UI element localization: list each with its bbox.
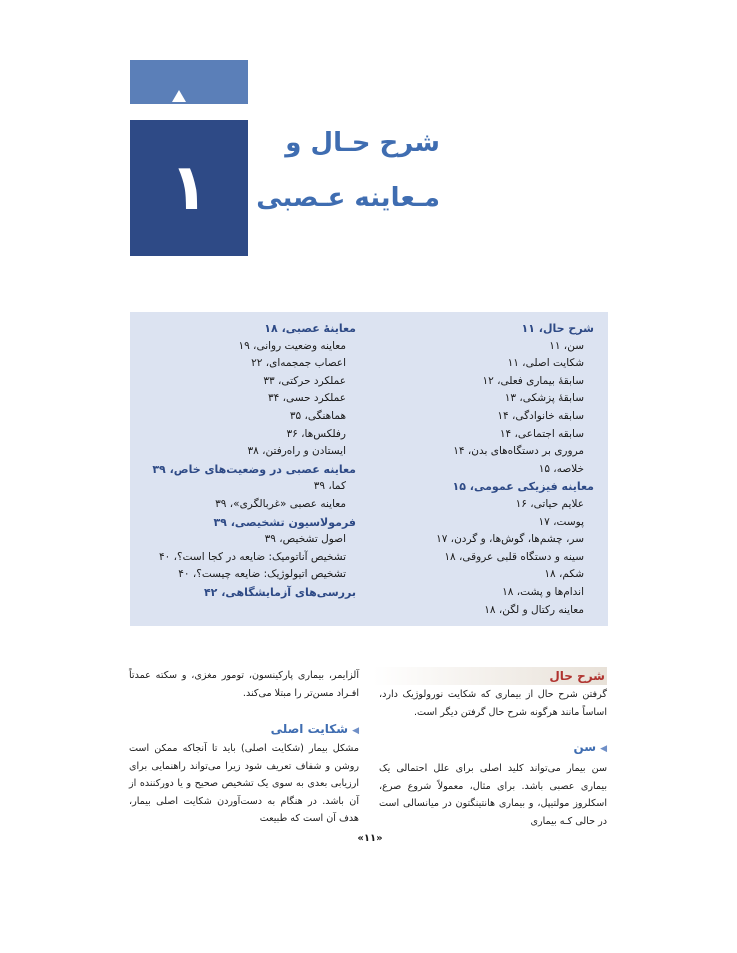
toc-entry: سابقه خانوادگی، ۱۴ [497,409,584,422]
toc-entry: معاینه رکتال و لگن، ۱۸ [484,603,584,616]
toc-entry: اندام‌ها و پشت، ۱۸ [502,585,584,598]
subheading-age [379,740,607,754]
toc-section-heading: شرح حال، ۱۱ [521,322,594,335]
toc-entry: علایم حیاتی، ۱۶ [515,497,584,510]
toc-entry: سابقهٔ بیماری فعلی، ۱۲ [482,374,584,387]
subheading-chief-complaint [129,722,359,736]
toc-left-column [136,320,356,602]
continued-paragraph: آلزایمر، بیماری پارکینسون، تومور مغزی، و سکته عمدتاً افـراد مسن‌تر را مبتلا می‌کند. [129,670,359,699]
chapter-number: ۱ [130,120,248,256]
toc-entry: سر، چشم‌ها، گوش‌ها، و گردن، ۱۷ [436,533,584,546]
toc-entry: سابقه اجتماعی، ۱۴ [499,427,584,440]
age-paragraph: سن بیمار می‌تواند کلید اصلی برای علل احتمالی یک بیماری عصبی باشد. برای مثال، معمولاً شروع صرع، اسکلروز مولتیپل، و بیماری هانتینگتون در میانسالی است در حالی کـه بیماری [379,763,607,827]
chapter-tab-notch [172,90,186,102]
toc-entry: کما، ۳۹ [313,480,346,493]
toc-section-heading: معاینه فیزیکی عمومی، ۱۵ [452,480,594,494]
toc-entry: عملکرد حسی، ۳۴ [267,392,346,405]
toc-entry: تشخیص اتیولوژیک: ضایعه چیست؟، ۴۰ [178,568,346,581]
toc-section-heading: بررسی‌های آزمایشگاهی، ۴۲ [203,585,356,599]
toc-entry: ایستادن و راه‌رفتن، ۳۸ [247,445,346,458]
toc-right-column [374,320,594,619]
toc-entry: شکایت اصلی، ۱۱ [507,357,584,370]
chapter-title-line-2: مـعاینه عـصبی [256,183,440,213]
toc-entry: شکم، ۱۸ [544,568,584,581]
toc-entry: معاینه عصبی «غربالگری»، ۳۹ [215,497,346,510]
triangle-bullet-icon: ◀ [600,744,607,754]
toc-section-heading: فرمولاسیون تشخیصی، ۳۹ [213,515,356,529]
toc-entry: معاینه وضعیت روانی، ۱۹ [238,339,346,352]
toc-entry: رفلکس‌ها، ۳۶ [286,427,346,440]
subheading-age-label: سن [573,740,597,754]
table-of-contents [130,312,608,626]
toc-entry: پوست، ۱۷ [538,515,584,528]
chapter-tab-decoration [130,60,248,104]
complaint-paragraph: مشکل بیمار (شکایت اصلی) باید تا آنجاکه ممکن است روشن و شفاف تعریف شود زیرا می‌تواند راهنمایی برای ارزیابی بعدی به سوی یک تشخیص صحیح و یا دورکننده از آن باشد. در هنگام به دست‌آوردن شکایت اصلی بیمار، هدف آن است که طبیعت [129,743,359,824]
toc-entry: هماهنگی، ۳۵ [289,409,346,422]
toc-section-heading: معاینه عصبی در وضعیت‌های خاص، ۳۹ [152,462,356,476]
toc-section-heading: معاینهٔ عصبی، ۱۸ [264,322,356,335]
toc-entry: تشخیص آناتومیک: ضایعه در کجا است؟، ۴۰ [159,550,346,563]
toc-entry: سابقهٔ پزشکی، ۱۳ [504,392,584,405]
toc-entry: اعصاب جمجمه‌ای، ۲۲ [251,357,346,370]
section-heading-history: شرح حال [373,667,607,685]
toc-entry: سن، ۱۱ [549,339,584,352]
toc-entry: مروری بر دستگاه‌های بدن، ۱۴ [453,445,584,458]
toc-entry: عملکرد حرکتی، ۳۳ [263,374,346,387]
toc-entry: اصول تشخیص، ۳۹ [264,533,346,546]
triangle-bullet-icon: ◀ [352,726,359,736]
page-number: «۱۱» [357,833,383,844]
subheading-complaint-label: شکایت اصلی [270,722,349,736]
chapter-title-line-1: شرح حـال و [285,128,440,158]
intro-paragraph: گرفتن شرح حال از بیماری که شکایت نورولوژیک دارد، اساساً مانند هرگونه شرح حال گرفتن دیگر است. [379,689,607,718]
toc-entry: سینه و دستگاه قلبی عروقی، ۱۸ [444,550,584,563]
toc-entry: خلاصه، ۱۵ [538,462,584,475]
